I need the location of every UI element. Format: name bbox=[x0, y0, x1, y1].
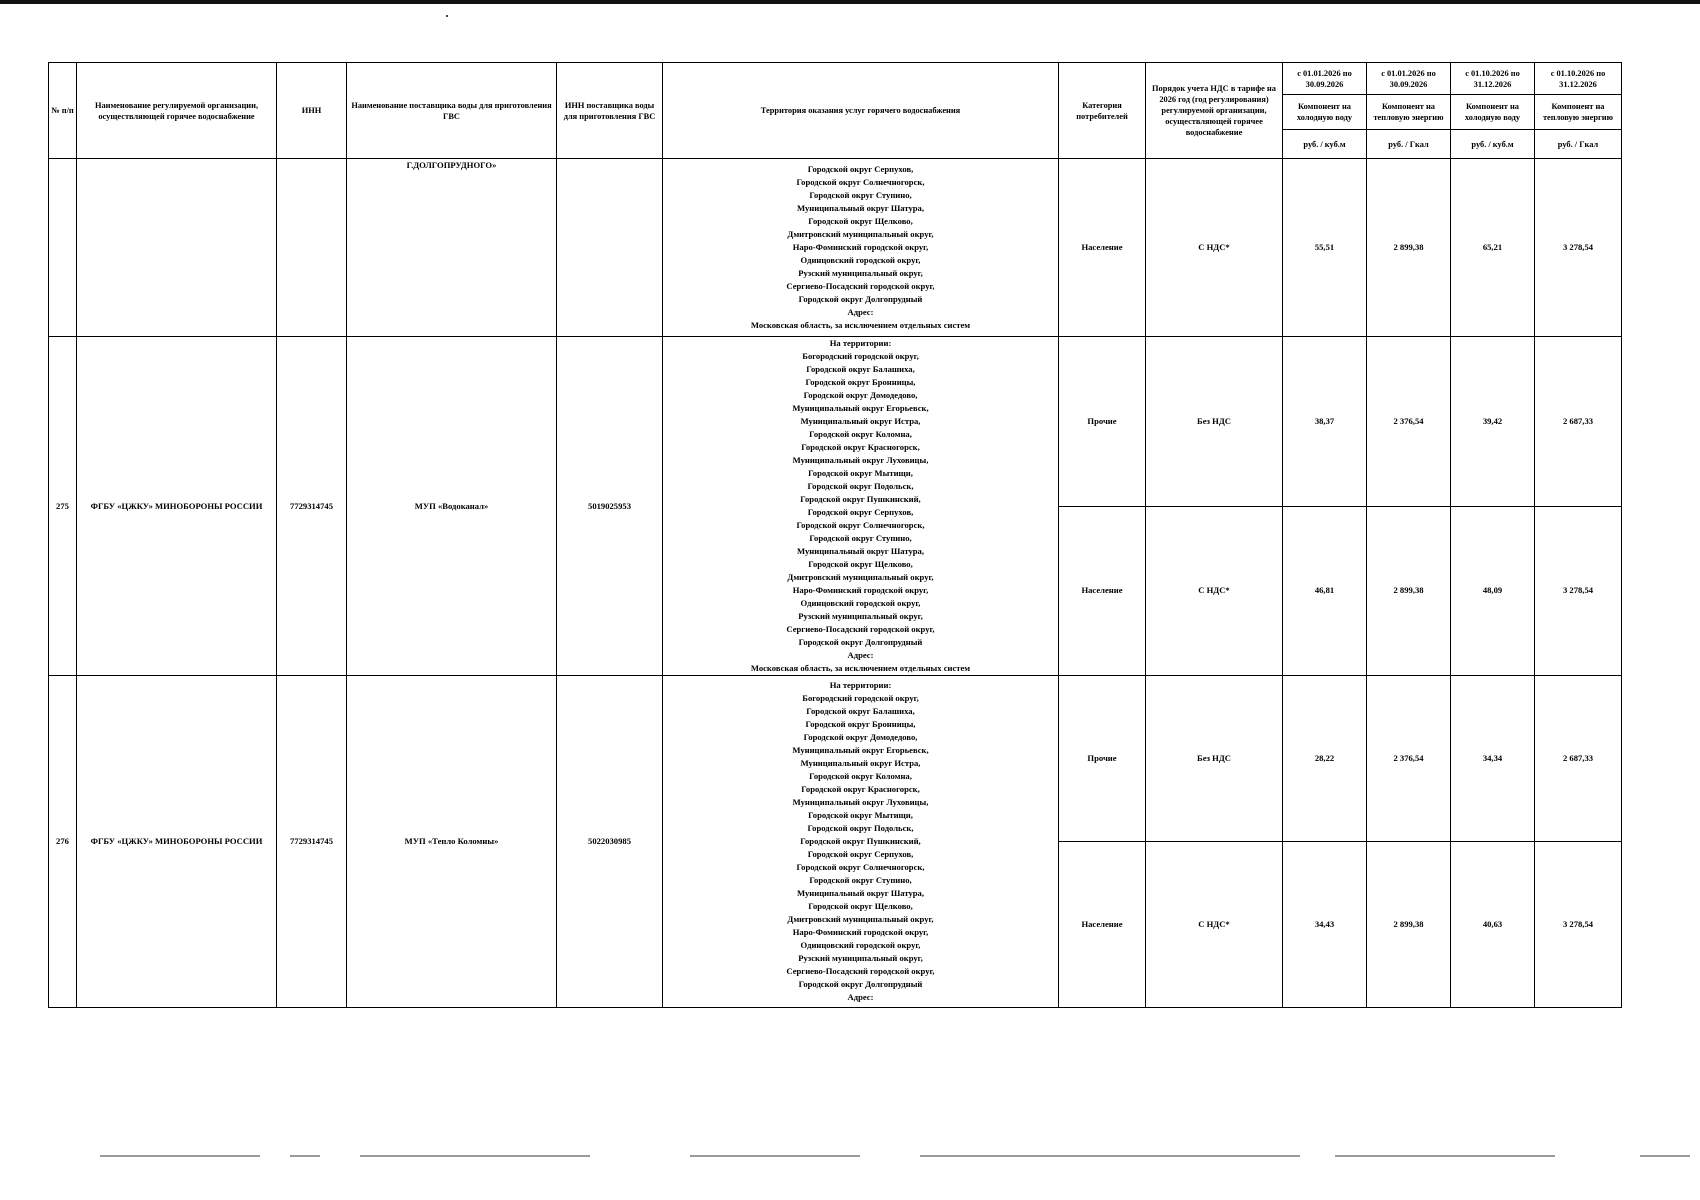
territory-line: Дмитровский муниципальный округ, bbox=[787, 229, 934, 239]
territory-line: Городской округ Долгопрудный bbox=[798, 294, 923, 304]
cell-value-heat-2: 3 278,54 bbox=[1535, 506, 1622, 676]
territory-line: Муниципальный округ Егорьевск, bbox=[792, 745, 929, 755]
cell-supplier-inn: 5022030985 bbox=[557, 676, 663, 1008]
territory-line: Сергиево-Посадский городской округ, bbox=[786, 281, 935, 291]
scan-stripe bbox=[360, 1155, 590, 1157]
territory-line: Муниципальный округ Шатура, bbox=[797, 888, 924, 898]
territory-line: Городской округ Пушкинский, bbox=[800, 836, 921, 846]
territory-line: Городской округ Бронницы, bbox=[805, 719, 916, 729]
territory-line: Одинцовский городской округ, bbox=[800, 940, 921, 950]
territory-lines bbox=[665, 337, 1056, 675]
territory-line: Наро-Фоминский городской округ, bbox=[792, 242, 929, 252]
territory-line: Муниципальный округ Истра, bbox=[800, 416, 921, 426]
col-header-inn: ИНН bbox=[277, 63, 347, 159]
territory-line: Городской округ Подольск, bbox=[807, 823, 914, 833]
scan-stripe bbox=[1640, 1155, 1690, 1157]
cell-category: Прочие bbox=[1059, 676, 1146, 842]
cell-territory bbox=[663, 337, 1059, 676]
territory-line: Городской округ Щелково, bbox=[808, 216, 913, 226]
cell-value-heat-1: 2 899,38 bbox=[1367, 506, 1451, 676]
territory-line: Муниципальный округ Шатура, bbox=[797, 203, 924, 213]
territory-line: Городской округ Серпухов, bbox=[807, 849, 914, 859]
territory-line: Городской округ Пушкинский, bbox=[800, 494, 921, 504]
cell-category: Население bbox=[1059, 159, 1146, 337]
territory-line: Одинцовский городской округ, bbox=[800, 255, 921, 265]
territory-line: Богородский городской округ, bbox=[802, 351, 919, 361]
territory-lines bbox=[665, 163, 1056, 332]
territory-line: Адрес: bbox=[847, 992, 874, 1002]
cell-org: ФГБУ «ЦЖКУ» МИНОБОРОНЫ РОССИИ bbox=[77, 676, 277, 1008]
cell-inn: 7729314745 bbox=[277, 337, 347, 676]
scan-speck bbox=[446, 15, 448, 17]
territory-line: Сергиево-Посадский городской округ, bbox=[786, 624, 935, 634]
cell-value-heat-2: 2 687,33 bbox=[1535, 676, 1622, 842]
cell-value-cold-2: 48,09 bbox=[1451, 506, 1535, 676]
territory-line: Городской округ Ступино, bbox=[809, 875, 912, 885]
scan-stripe bbox=[290, 1155, 320, 1157]
col-header-supplier-inn: ИНН поставщика воды для приготовления ГВС bbox=[557, 63, 663, 159]
territory-line: Городской округ Домодедово, bbox=[803, 732, 918, 742]
territory-line: Городской округ Балашиха, bbox=[806, 364, 915, 374]
col-header-comp-heat-2: Компонент на тепловую энергию bbox=[1535, 95, 1622, 130]
cell-no: 276 bbox=[49, 676, 77, 1008]
territory-line: Муниципальный округ Шатура, bbox=[797, 546, 924, 556]
col-header-no: № п/п bbox=[49, 63, 77, 159]
territory-line: Рузский муниципальный округ, bbox=[798, 611, 923, 621]
cell-org bbox=[77, 159, 277, 337]
col-header-period1-cold: с 01.01.2026 по 30.09.2026 bbox=[1283, 63, 1367, 95]
territory-line: Муниципальный округ Луховицы, bbox=[792, 797, 929, 807]
territory-line: На территории: bbox=[829, 338, 892, 348]
territory-line: Городской округ Коломна, bbox=[809, 771, 912, 781]
cell-inn bbox=[277, 159, 347, 337]
top-border-line bbox=[0, 0, 1700, 4]
cell-category: Население bbox=[1059, 842, 1146, 1008]
territory-line: Городской округ Солнечногорск, bbox=[796, 520, 925, 530]
territory-line: Одинцовский городской округ, bbox=[800, 598, 921, 608]
scan-stripe bbox=[920, 1155, 1300, 1157]
territory-line: Городской округ Щелково, bbox=[808, 901, 913, 911]
territory-line: Городской округ Серпухов, bbox=[807, 507, 914, 517]
cell-supplier: Г.ДОЛГОПРУДНОГО» bbox=[347, 159, 557, 337]
cell-vat: Без НДС bbox=[1146, 337, 1283, 507]
cell-value-heat-1: 2 899,38 bbox=[1367, 842, 1451, 1008]
cell-no bbox=[49, 159, 77, 337]
territory-line: Наро-Фоминский городской округ, bbox=[792, 585, 929, 595]
cell-value-cold-2: 65,21 bbox=[1451, 159, 1535, 337]
col-header-period2-cold: с 01.10.2026 по 31.12.2026 bbox=[1451, 63, 1535, 95]
cell-value-cold-1: 34,43 bbox=[1283, 842, 1367, 1008]
scan-stripe bbox=[1335, 1155, 1555, 1157]
col-header-unit-cold-2: руб. / куб.м bbox=[1451, 130, 1535, 159]
cell-inn: 7729314745 bbox=[277, 676, 347, 1008]
territory-line: Городской округ Щелково, bbox=[808, 559, 913, 569]
col-header-org: Наименование регулируемой организации, осуществляющей горячее водоснабжение bbox=[77, 63, 277, 159]
territory-line: Городской округ Ступино, bbox=[809, 190, 912, 200]
col-header-period1-heat: с 01.01.2026 по 30.09.2026 bbox=[1367, 63, 1451, 95]
cell-category: Население bbox=[1059, 506, 1146, 676]
cell-value-heat-2: 2 687,33 bbox=[1535, 337, 1622, 507]
territory-line: Городской округ Долгопрудный bbox=[798, 637, 923, 647]
cell-org: ФГБУ «ЦЖКУ» МИНОБОРОНЫ РОССИИ bbox=[77, 337, 277, 676]
territory-line: Городской округ Балашиха, bbox=[806, 706, 915, 716]
scan-artifact-stripes bbox=[0, 1155, 1700, 1158]
cell-value-heat-1: 2 376,54 bbox=[1367, 676, 1451, 842]
col-header-vat: Порядок учета НДС в тарифе на 2026 год (год регулирования) регулируемой организации, осуществляющей горячее водоснабжение bbox=[1146, 63, 1283, 159]
cell-vat: С НДС* bbox=[1146, 159, 1283, 337]
territory-line: Городской округ Красногорск, bbox=[801, 784, 920, 794]
cell-no: 275 bbox=[49, 337, 77, 676]
col-header-category: Категория потребителей bbox=[1059, 63, 1146, 159]
cell-value-cold-2: 39,42 bbox=[1451, 337, 1535, 507]
cell-value-heat-2: 3 278,54 bbox=[1535, 842, 1622, 1008]
cell-vat: С НДС* bbox=[1146, 506, 1283, 676]
cell-value-heat-1: 2 899,38 bbox=[1367, 159, 1451, 337]
col-header-comp-cold-1: Компонент на холодную воду bbox=[1283, 95, 1367, 130]
territory-line: На территории: bbox=[829, 680, 892, 690]
cell-supplier: МУП «Водоканал» bbox=[347, 337, 557, 676]
cell-value-cold-1: 55,51 bbox=[1283, 159, 1367, 337]
territory-line: Городской округ Долгопрудный bbox=[798, 979, 923, 989]
territory-line: Городской округ Мытищи, bbox=[808, 810, 913, 820]
cell-value-cold-1: 38,37 bbox=[1283, 337, 1367, 507]
territory-line: Богородский городской округ, bbox=[802, 693, 919, 703]
territory-line: Городской округ Красногорск, bbox=[801, 442, 920, 452]
cell-value-cold-2: 34,34 bbox=[1451, 676, 1535, 842]
cell-supplier: МУП «Тепло Коломны» bbox=[347, 676, 557, 1008]
cell-supplier-inn: 5019025953 bbox=[557, 337, 663, 676]
cell-category: Прочие bbox=[1059, 337, 1146, 507]
col-header-supplier: Наименование поставщика воды для приготовления ГВС bbox=[347, 63, 557, 159]
cell-value-cold-2: 40,63 bbox=[1451, 842, 1535, 1008]
col-header-unit-heat-2: руб. / Гкал bbox=[1535, 130, 1622, 159]
territory-line: Городской округ Солнечногорск, bbox=[796, 862, 925, 872]
cell-territory bbox=[663, 159, 1059, 337]
territory-lines bbox=[665, 679, 1056, 1004]
scan-stripe bbox=[690, 1155, 860, 1157]
territory-line: Муниципальный округ Истра, bbox=[800, 758, 921, 768]
territory-line: Московская область, за исключением отдельных систем bbox=[750, 320, 971, 330]
cell-vat: Без НДС bbox=[1146, 676, 1283, 842]
tariff-table-sheet bbox=[48, 62, 1621, 1002]
cell-value-cold-1: 46,81 bbox=[1283, 506, 1367, 676]
col-header-comp-cold-2: Компонент на холодную воду bbox=[1451, 95, 1535, 130]
scan-stripe bbox=[100, 1155, 260, 1157]
territory-line: Городской округ Серпухов, bbox=[807, 164, 914, 174]
territory-line: Городской округ Подольск, bbox=[807, 481, 914, 491]
cell-territory bbox=[663, 676, 1059, 1008]
cell-vat: С НДС* bbox=[1146, 842, 1283, 1008]
territory-line: Городской округ Мытищи, bbox=[808, 468, 913, 478]
territory-line: Городской округ Бронницы, bbox=[805, 377, 916, 387]
territory-line: Рузский муниципальный округ, bbox=[798, 268, 923, 278]
table-row-275-a bbox=[49, 337, 1622, 507]
territory-line: Городской округ Коломна, bbox=[809, 429, 912, 439]
territory-line: Рузский муниципальный округ, bbox=[798, 953, 923, 963]
territory-line: Сергиево-Посадский городской округ, bbox=[786, 966, 935, 976]
territory-line: Наро-Фоминский городской округ, bbox=[792, 927, 929, 937]
territory-line: Адрес: bbox=[847, 650, 874, 660]
territory-line: Муниципальный округ Луховицы, bbox=[792, 455, 929, 465]
territory-line: Адрес: bbox=[847, 307, 874, 317]
col-header-unit-heat-1: руб. / Гкал bbox=[1367, 130, 1451, 159]
territory-line: Московская область, за исключением отдельных систем bbox=[750, 663, 971, 673]
table-row-continued bbox=[49, 159, 1622, 337]
territory-line: Городской округ Ступино, bbox=[809, 533, 912, 543]
table-row-276-a bbox=[49, 676, 1622, 842]
cell-value-cold-1: 28,22 bbox=[1283, 676, 1367, 842]
col-header-comp-heat-1: Компонент на тепловую энергию bbox=[1367, 95, 1451, 130]
cell-supplier-inn bbox=[557, 159, 663, 337]
cell-value-heat-2: 3 278,54 bbox=[1535, 159, 1622, 337]
territory-line: Дмитровский муниципальный округ, bbox=[787, 572, 934, 582]
col-header-territory: Территория оказания услуг горячего водоснабжения bbox=[663, 63, 1059, 159]
col-header-period2-heat: с 01.10.2026 по 31.12.2026 bbox=[1535, 63, 1622, 95]
tariff-table bbox=[48, 62, 1622, 1008]
territory-line: Городской округ Солнечногорск, bbox=[796, 177, 925, 187]
col-header-unit-cold-1: руб. / куб.м bbox=[1283, 130, 1367, 159]
territory-line: Муниципальный округ Егорьевск, bbox=[792, 403, 929, 413]
territory-line: Дмитровский муниципальный округ, bbox=[787, 914, 934, 924]
cell-value-heat-1: 2 376,54 bbox=[1367, 337, 1451, 507]
territory-line: Городской округ Домодедово, bbox=[803, 390, 918, 400]
